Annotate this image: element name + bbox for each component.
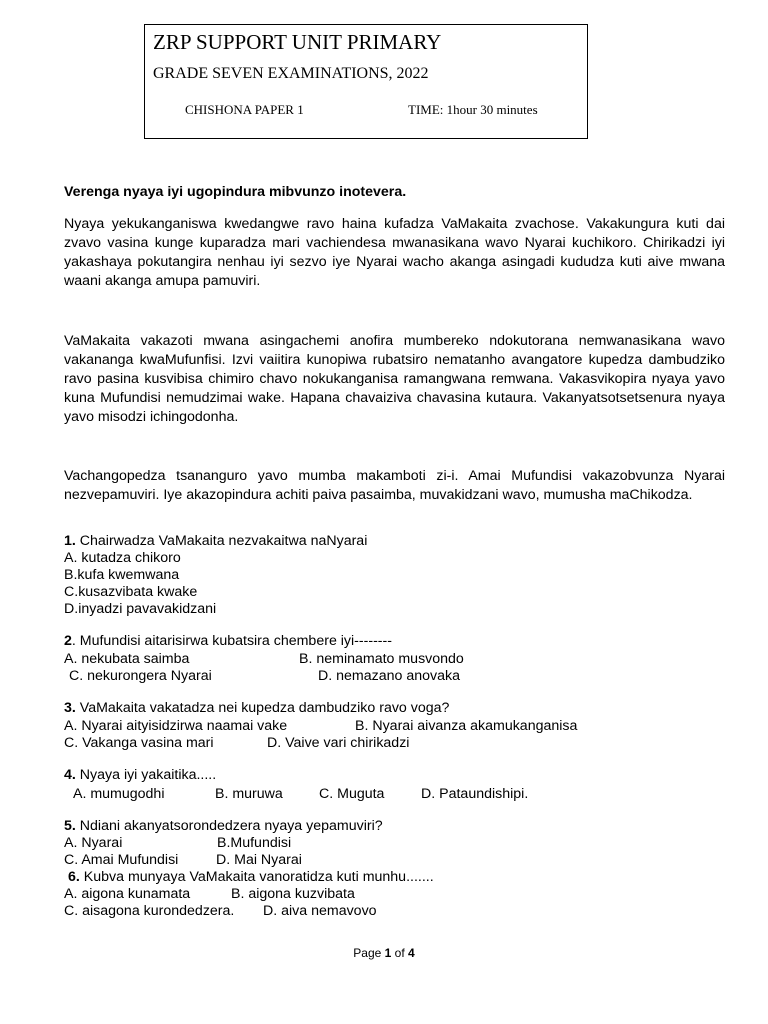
option-d: D. nemazano anovaka: [318, 668, 460, 684]
option-c: C. Amai Mufundisi: [64, 852, 179, 868]
option-d: D. Vaive vari chirikadzi: [267, 735, 410, 751]
question-text: Chairwadza VaMakaita nezvakaitwa naNyarai: [75, 533, 368, 549]
page-label: Page: [353, 946, 385, 960]
question-6: [68, 869, 434, 886]
option-b: B.kufa kwemwana: [64, 567, 180, 583]
paper-name: CHISHONA PAPER 1: [185, 102, 304, 117]
question-2: [64, 633, 392, 650]
question-4: [64, 767, 216, 784]
option-a: A. kutadza chikoro: [64, 550, 181, 566]
option-d: D. aiva nemavovo: [263, 903, 377, 919]
school-name: ZRP SUPPORT UNIT PRIMARY: [153, 30, 442, 54]
page-of-label: of: [391, 946, 409, 960]
option-d: D. Mai Nyarai: [216, 852, 302, 868]
question-3: [64, 700, 449, 717]
question-5: [64, 818, 383, 835]
passage-paragraph-2: VaMakaita vakazoti mwana asingachemi anofira mumbereko ndokutorana nemwanasikana wavo vakananga kwaMufunfisi. Izvi vaiitira kunopiwa rubatsiro nematanho avangatore kupedza dambudziko ravo pasina kusvibisa chimiro chavo nokukanganisa ramangwana remwana. Vakasvikopira nyaya yavo kuna Mufundisi nemudzimai wake. Hapana chavaiziva chavasina kutaura. Vakanyatsotsetsenura nyaya yavo misodzi ichingodonha.: [64, 333, 725, 425]
option-b: B.Mufundisi: [217, 835, 292, 851]
question-number: 4.: [64, 767, 76, 783]
question-number: 5.: [64, 818, 76, 834]
option-a: A. aigona kunamata: [64, 886, 191, 902]
question-text: Kubva munyaya VaMakaita vanoratidza kuti munhu.......: [79, 869, 434, 885]
passage-paragraph-1: Nyaya yekukanganiswa kwedangwe ravo haina kufadza VaMakaita zvachose. Vakakungura kuti dai zvavo vasina kunge kuparadza mari vachiendesa mwanasikana wavo Nyarai kuchikoro. Chirikadzi iyi yakashaya pokutangira nenhau iyi sezvo iye Nyarai wacho akanga asingadi kududza kuti aive mwana waani akanga amupa pamuviri.: [64, 216, 725, 289]
option-c: C.kusazvibata kwake: [64, 584, 198, 600]
option-d: D. Pataundishipi.: [421, 786, 529, 802]
question-text: . Mufundisi aitarisirwa kubatsira chembere iyi--------: [71, 633, 392, 649]
option-a: A. nekubata saimba: [64, 651, 190, 667]
question-text: VaMakaita vakatadza nei kupedza dambudziko ravo voga?: [75, 700, 450, 716]
question-number: 3.: [64, 700, 76, 716]
instruction: Verenga nyaya iyi ugopindura mibvunzo inotevera.: [64, 184, 407, 200]
option-b: B. neminamato musvondo: [299, 651, 464, 667]
option-c: C. Vakanga vasina mari: [64, 735, 214, 751]
question-number: 2: [64, 633, 72, 649]
option-b: B. Nyarai aivanza akamukanganisa: [355, 718, 578, 734]
exam-header-box: [144, 24, 588, 139]
option-a: A. Nyarai: [64, 835, 123, 851]
question-text: Ndiani akanyatsorondedzera nyaya yepamuviri?: [75, 818, 383, 834]
page-number-footer: [0, 946, 768, 960]
question-1: [64, 533, 367, 550]
option-d: D.inyadzi pavavakidzani: [64, 601, 217, 617]
question-number: 6.: [68, 869, 80, 885]
exam-time: TIME: 1hour 30 minutes: [408, 102, 538, 117]
question-text: Nyaya iyi yakaitika.....: [75, 767, 217, 783]
option-a: A. mumugodhi: [73, 786, 165, 802]
option-c: C. aisagona kurondedzera.: [64, 903, 235, 919]
option-c: C. Muguta: [319, 786, 385, 802]
option-b: B. muruwa: [215, 786, 283, 802]
option-a: A. Nyarai aityisidzirwa naamai vake: [64, 718, 288, 734]
exam-title: GRADE SEVEN EXAMINATIONS, 2022: [153, 65, 429, 82]
passage-paragraph-3: Vachangopedza tsananguro yavo mumba makamboti zi-i. Amai Mufundisi vakazobvunza Nyarai nezvepamuviri. Iye akazopindura achiti paiva pasaimba, muvakidzani wavo, mumusha maChikodza.: [64, 468, 725, 503]
option-c: C. nekurongera Nyarai: [69, 668, 212, 684]
question-number: 1.: [64, 533, 76, 549]
option-b: B. aigona kuzvibata: [231, 886, 355, 902]
current-page: 1: [384, 946, 392, 960]
total-pages: 4: [408, 946, 415, 960]
